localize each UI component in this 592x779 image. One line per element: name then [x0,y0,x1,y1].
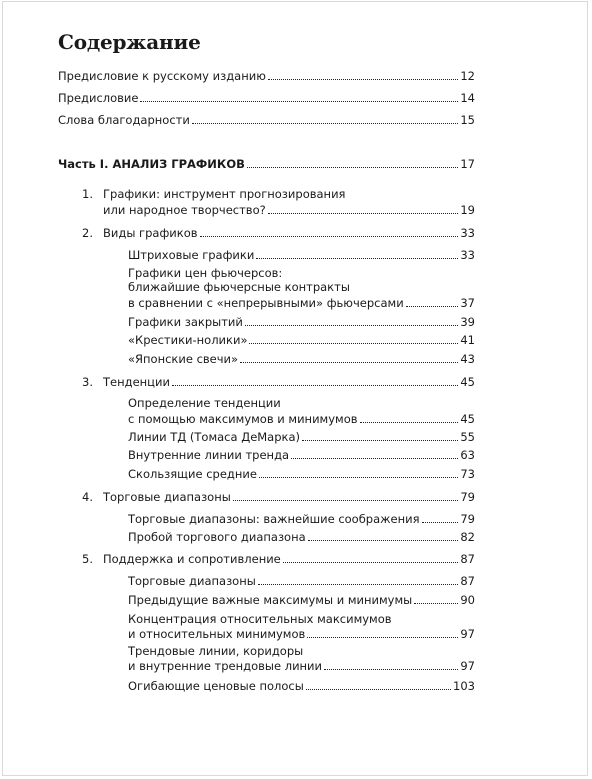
toc-part-1[interactable] [58,157,475,171]
toc-section-3-1[interactable] [128,412,475,426]
chapter-number: 2. [82,226,93,240]
toc-section-3-1-line-1[interactable]: Определение тенденции [128,396,281,410]
toc-section-5-4-line-1[interactable]: Трендовые линии, коридоры [128,644,304,658]
toc-entry-page: 55 [460,430,475,444]
dot-leader [240,361,458,363]
toc-entry-label: и относительных минимумов [128,627,306,641]
toc-entry-label: Графики закрытий [128,315,243,329]
toc-section-4-2[interactable] [128,530,475,544]
toc-entry-label: Предисловие к русскому изданию [58,69,266,83]
chapter-number: 4. [82,490,93,504]
toc-entry-page: 79 [460,512,475,526]
toc-section-5-3[interactable] [128,627,475,641]
toc-entry-page: 19 [460,203,475,217]
toc-section-5-4[interactable] [128,659,475,673]
toc-entry-label: или народное творчество? [103,203,266,217]
dot-leader [268,212,459,214]
toc-entry-label: Штриховые графики [128,248,255,262]
chapter-number: 5. [82,552,93,566]
dot-leader [140,100,458,102]
dot-leader [306,688,451,690]
dot-leader [256,257,458,259]
toc-entry-page: 45 [460,375,475,389]
toc-entry-label: Предисловие [58,91,139,105]
toc-entry-page: 39 [460,315,475,329]
toc-entry-page: 87 [460,574,475,588]
toc-entry-label: Слова благодарности [58,113,190,127]
dot-leader [192,122,459,124]
chapter-number: 3. [82,375,93,389]
toc-section-5-5[interactable] [128,679,475,693]
toc-section-5-2[interactable] [128,593,475,607]
toc-section-2-4[interactable] [128,333,475,347]
dot-leader [233,499,459,501]
toc-entry-page: 43 [460,352,475,366]
toc-section-3-2[interactable] [128,430,475,444]
dot-leader [258,583,459,585]
toc-entry-label: Виды графиков [103,226,198,240]
toc-entry-preface[interactable] [58,91,475,105]
toc-section-3-3[interactable] [128,448,475,462]
dot-leader [422,521,459,523]
toc-entry-page: 12 [460,69,475,83]
toc-chapter-5[interactable] [103,552,475,566]
toc-entry-label: с помощью максимумов и минимумов [128,412,358,426]
toc-chapter-1-line-1[interactable]: Графики: инструмент прогнозирования [103,187,346,201]
toc-entry-label: Торговые диапазоны [103,490,231,504]
toc-entry-page: 45 [460,412,475,426]
toc-chapter-1[interactable] [103,203,475,217]
toc-section-2-2-line-2[interactable]: ближайшие фьючерсные контракты [128,280,350,294]
dot-leader [308,539,459,541]
toc-entry-label: Торговые диапазоны [128,574,256,588]
toc-chapter-2[interactable] [103,226,475,240]
dot-leader [247,166,458,168]
dot-leader [268,78,458,80]
toc-entry-label: «Крестики-нолики» [128,333,248,347]
toc-entry-label: Поддержка и сопротивление [103,552,281,566]
toc-section-2-5[interactable] [128,352,475,366]
toc-entry-page: 87 [460,552,475,566]
toc-entry-page: 17 [460,157,475,171]
dot-leader [259,476,458,478]
dot-leader [307,636,458,638]
toc-section-4-1[interactable] [128,512,475,526]
toc-entry-page: 97 [460,627,475,641]
toc-section-5-3-line-1[interactable]: Концентрация относительных максимумов [128,612,392,626]
toc-entry-page: 33 [460,226,475,240]
toc-entry-page: 63 [460,448,475,462]
toc-entry-page: 33 [460,248,475,262]
toc-entry-page: 82 [460,530,475,544]
toc-chapter-4[interactable] [103,490,475,504]
chapter-number: 1. [82,187,93,201]
page-title: Содержание [58,30,201,54]
dot-leader [414,602,458,604]
dot-leader [200,235,459,237]
dot-leader [324,668,458,670]
toc-entry-page: 14 [460,91,475,105]
toc-entry-label: Скользящие средние [128,467,257,481]
dot-leader [283,561,459,563]
toc-section-2-3[interactable] [128,315,475,329]
toc-entry-label: Торговые диапазоны: важнейшие соображения [128,512,420,526]
dot-leader [249,342,458,344]
toc-section-5-1[interactable] [128,574,475,588]
toc-section-2-2[interactable] [128,296,475,310]
toc-entry-label: Пробой торгового диапазона [128,530,306,544]
toc-entry-page: 79 [460,490,475,504]
toc-entry-acknowledgements[interactable] [58,113,475,127]
dot-leader [302,439,458,441]
toc-entry-page: 97 [460,659,475,673]
toc-entry-page: 15 [460,113,475,127]
toc-chapter-3[interactable] [103,375,475,389]
toc-section-2-1[interactable] [128,248,475,262]
dot-leader [406,305,459,307]
toc-entry-page: 41 [460,333,475,347]
toc-entry-label: Внутренние линии тренда [128,448,290,462]
toc-entry-label: в сравнении с «непрерывными» фьючерсами [128,296,404,310]
toc-part-label: Часть I. АНАЛИЗ ГРАФИКОВ [58,157,245,171]
toc-entry-label: «Японские свечи» [128,352,239,366]
dot-leader [172,384,458,386]
toc-section-2-2-line-1[interactable]: Графики цен фьючерсов: [128,266,283,280]
toc-entry-label: Предыдущие важные максимумы и минимумы [128,593,413,607]
toc-entry-page: 103 [453,679,475,693]
toc-entry-label: Огибающие ценовые полосы [128,679,304,693]
toc-section-3-4[interactable] [128,467,475,481]
toc-entry-label: Тенденции [103,375,170,389]
toc-entry-label: Линии ТД (Томаса ДеМарка) [128,430,301,444]
dot-leader [245,324,458,326]
toc-entry-page: 73 [460,467,475,481]
toc-entry-page: 37 [460,296,475,310]
dot-leader [291,457,458,459]
toc-entry-label: и внутренние трендовые линии [128,659,323,673]
toc-entry-preface-russian[interactable] [58,69,475,83]
toc-entry-page: 90 [460,593,475,607]
dot-leader [360,421,459,423]
